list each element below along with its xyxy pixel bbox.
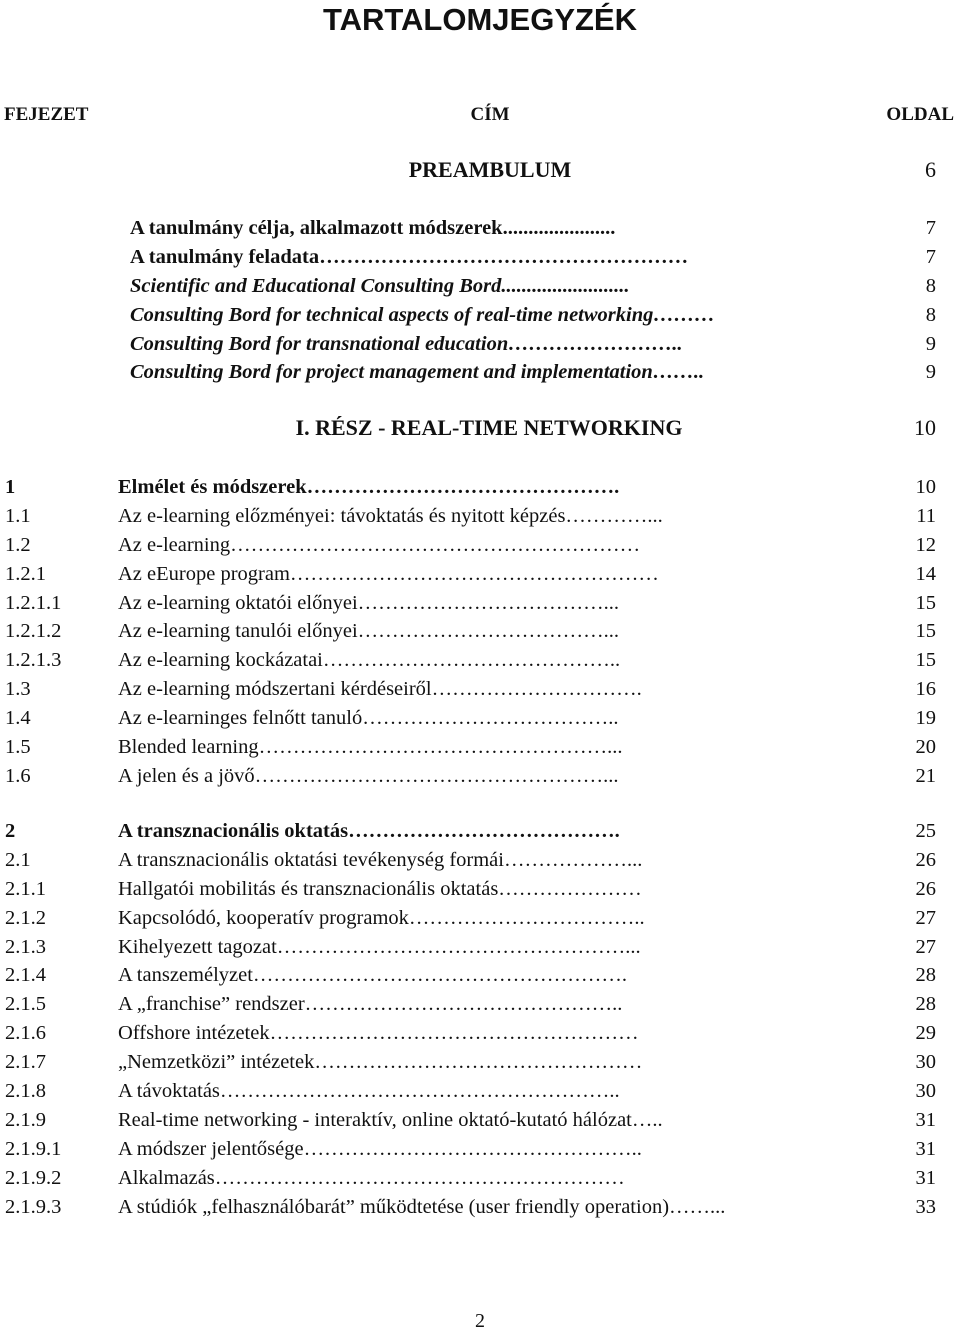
entry-page: 9 [925,332,936,355]
entry-page: 27 [915,906,936,929]
toc-entry[interactable] [0,1193,960,1222]
entry-page: 15 [915,620,936,643]
entry-page: 7 [925,217,936,239]
entry-number: 1 [5,476,16,498]
toc-entry[interactable] [0,904,960,933]
entry-title: A transznacionális oktatási tevékenység formái………………... [118,848,643,871]
entry-page: 19 [915,707,936,730]
entry-page: 30 [915,1080,936,1103]
entry-number: 2.1.9.2 [5,1166,62,1189]
entry-title: Az e-learning kockázatai…………………………………….. [118,649,621,672]
entry-title: A módszer jelentősége………………………………………….. [118,1137,642,1160]
entry-page: 27 [915,935,936,958]
entry-number: 2.1.9.1 [5,1137,62,1160]
toc-entry[interactable] [0,817,960,846]
toc-entry[interactable] [0,961,960,990]
entry-number: 1.2.1 [5,562,46,585]
header-page: OLDAL [886,104,954,125]
entry-page: 15 [915,591,936,614]
page-number: 2 [475,1310,485,1332]
entry-number: 2.1.6 [5,1022,46,1045]
header-title: CÍM [470,104,510,125]
toc-entry[interactable] [0,243,960,272]
entry-number: 1.4 [5,707,31,730]
chapter1-list [0,473,960,791]
entry-title: A stúdiók „felhasználóbarát” működtetése (user friendly operation)……... [118,1195,726,1218]
entry-title: Alkalmazás…………………………………………………… [118,1166,625,1189]
toc-entry[interactable] [0,1077,960,1106]
entry-title: A tanulmány feladata……………………………………………… [130,245,689,268]
entry-title: A transznacionális oktatás…………………………………. [118,820,620,842]
toc-entry[interactable] [0,846,960,875]
entry-page: 9 [925,361,936,384]
toc-entry[interactable] [0,502,960,531]
entry-title: Blended learning……………………………………………... [118,736,623,759]
part1-label: I. RÉSZ - REAL-TIME NETWORKING [295,415,683,440]
entry-number: 2 [5,820,16,842]
toc-entry[interactable] [0,560,960,589]
entry-number: 1.2.1.3 [5,649,62,672]
entry-page: 26 [915,848,936,871]
entry-page: 30 [915,1051,936,1074]
entry-page: 31 [915,1108,936,1131]
toc-entry[interactable] [0,875,960,904]
entry-number: 1.2 [5,533,31,556]
entry-number: 2.1.9 [5,1108,46,1131]
toc-entry[interactable] [0,531,960,560]
toc-entry[interactable] [0,733,960,762]
toc-entry[interactable] [0,933,960,962]
entry-title: A távoktatás………………………………………………….. [118,1080,620,1103]
entry-page: 28 [915,993,936,1016]
entry-page: 25 [915,820,936,842]
toc-entry[interactable] [0,617,960,646]
toc-entry[interactable] [0,646,960,675]
entry-page: 8 [925,303,936,326]
toc-entry[interactable] [0,272,960,301]
toc-entry[interactable] [0,1106,960,1135]
entry-number: 2.1 [5,848,31,871]
entry-title: Kapcsolódó, kooperatív programok…………………………….. [118,906,645,929]
entry-page: 16 [915,678,936,701]
entry-page: 31 [915,1166,936,1189]
entry-title: Az e-learninges felnőtt tanuló……………………………….. [118,707,619,730]
entry-title: Kihelyezett tagozat……………………………………………... [118,935,641,958]
preamble-page: 6 [925,157,936,182]
entry-title: „Nemzetközi” intézetek………………………………………… [118,1051,643,1074]
toc-entry[interactable] [0,1019,960,1048]
toc-entry[interactable] [0,990,960,1019]
entry-page: 11 [916,504,936,527]
entry-title: Az e-learning…………………………………………………… [118,533,641,556]
entry-page: 26 [915,877,936,900]
entry-page: 33 [915,1195,936,1218]
page-title: TARTALOMJEGYZÉK [322,2,637,37]
preamble-label: PREAMBULUM [408,157,572,182]
entry-page: 15 [915,649,936,672]
entry-title: Elmélet és módszerek………………………………………. [118,476,620,498]
toc-entry[interactable] [0,762,960,791]
entry-title: Az e-learning előzményei: távoktatás és nyitott képzés…………... [118,504,663,527]
part1-page: 10 [914,415,936,440]
entry-page: 20 [915,736,936,759]
entry-page: 8 [925,274,936,297]
toc-entry[interactable] [0,214,960,243]
entry-page: 21 [915,764,936,787]
preamble-list [0,214,960,387]
entry-page: 29 [915,1022,936,1045]
toc-entry[interactable] [0,1048,960,1077]
entry-page: 28 [915,964,936,987]
entry-number: 2.1.4 [5,964,46,987]
toc-entry[interactable] [0,358,960,387]
entry-page: 7 [925,245,936,268]
entry-title: A jelen és a jövő……………………………………………... [118,764,619,787]
header-chapter: FEJEZET [4,104,89,125]
entry-page: 12 [915,533,936,556]
entry-number: 2.1.2 [5,906,46,929]
entry-title: Az e-learning tanulói előnyei………………………………... [118,620,620,643]
entry-title: Hallgatói mobilitás és transznacionális oktatás………………… [118,877,642,900]
entry-title: Consulting Bord for transnational education…………………….. [130,332,683,355]
entry-number: 2.1.9.3 [5,1195,62,1218]
entry-title: Consulting Bord for technical aspects of real-time networking……… [130,303,715,326]
entry-title: Az e-learning oktatói előnyei………………………………... [118,591,620,614]
entry-number: 2.1.5 [5,993,46,1016]
entry-title: Scientific and Educational Consulting Bord......................... [130,274,630,297]
entry-title: A tanulmány célja, alkalmazott módszerek...................... [130,217,616,239]
toc-entry[interactable] [0,675,960,704]
toc-entry[interactable] [0,301,960,330]
entry-title: Offshore intézetek……………………………………………… [118,1022,639,1045]
entry-number: 2.1.1 [5,877,46,900]
toc-entry[interactable] [0,1164,960,1193]
chapter2-list [0,817,960,1221]
toc-entry[interactable] [0,330,960,359]
entry-title: Az e-learning módszertani kérdéseiről…………………………. [118,678,642,701]
entry-number: 1.5 [5,736,31,759]
entry-number: 1.2.1.1 [5,591,62,614]
entry-number: 2.1.7 [5,1051,46,1074]
entry-title: Consulting Bord for project management and implementation…….. [130,361,705,384]
toc-entry[interactable] [0,589,960,618]
entry-number: 1.2.1.2 [5,620,62,643]
entry-title: A tanszemélyzet………………………………………………. [118,964,628,987]
entry-title: Az eEurope program……………………………………………… [118,562,659,585]
entry-number: 1.1 [5,504,31,527]
toc-entry[interactable] [0,1135,960,1164]
entry-page: 10 [915,476,936,498]
toc-entry[interactable] [0,704,960,733]
entry-number: 1.6 [5,764,31,787]
entry-page: 31 [915,1137,936,1160]
entry-title: A „franchise” rendszer……………………………………….. [118,993,623,1016]
entry-number: 2.1.3 [5,935,46,958]
toc-entry[interactable] [0,473,960,502]
entry-title: Real-time networking - interaktív, online oktató-kutató hálózat….. [118,1108,663,1131]
entry-page: 14 [915,562,936,585]
entry-number: 2.1.8 [5,1080,46,1103]
entry-number: 1.3 [5,678,31,701]
